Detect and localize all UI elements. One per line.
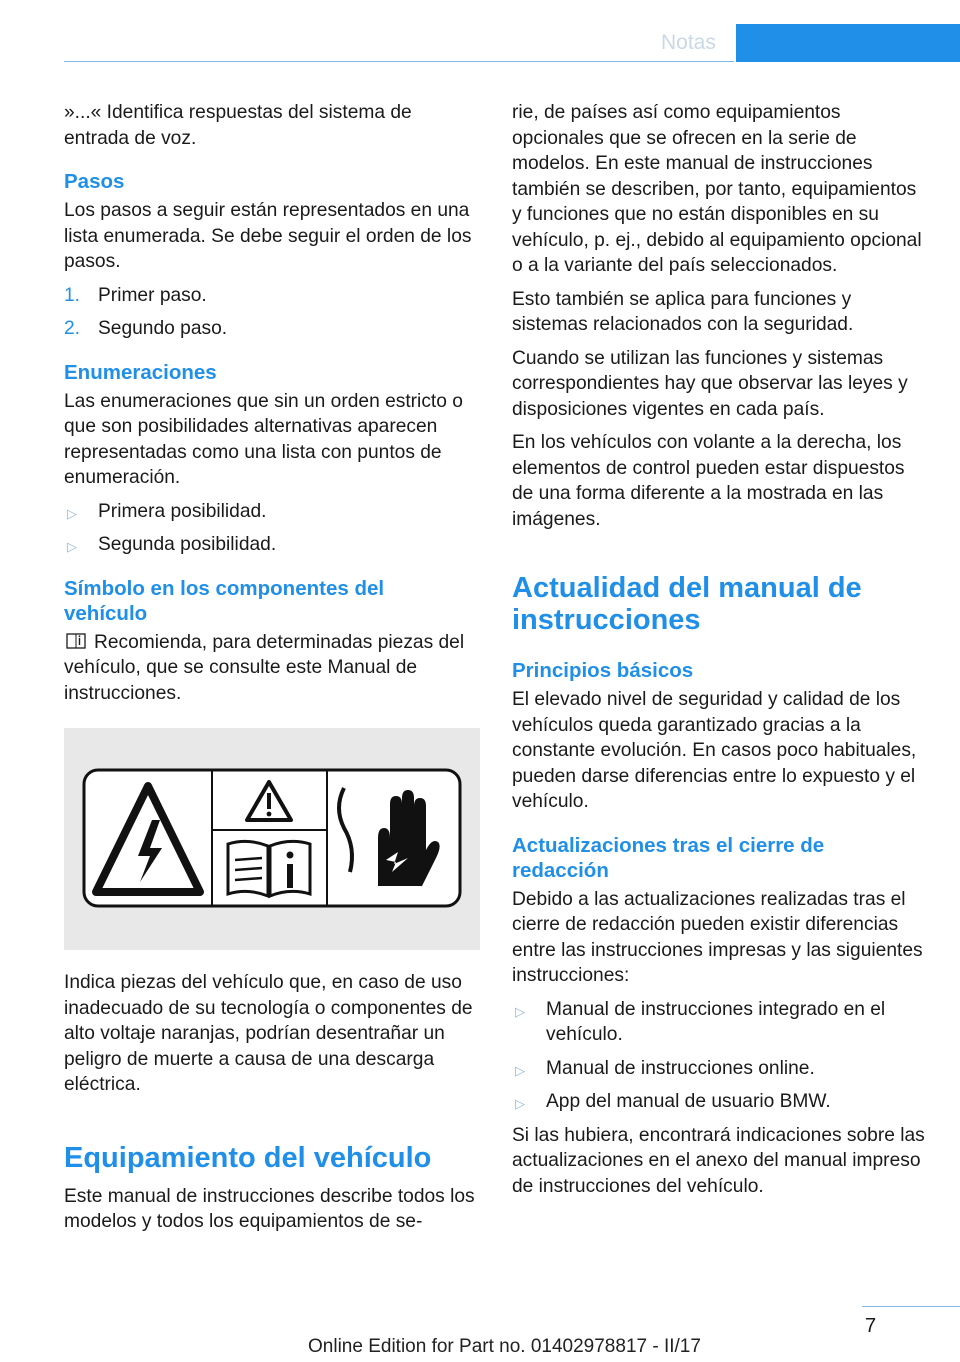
right-paragraph-3: Cuando se utilizan las funciones y sistemas correspondientes hay que observar las leyes y disposiciones vigentes en cada país. — [512, 347, 908, 420]
intro-paragraph: »...« Identifica respuestas del sistema de entrada de voz. — [64, 102, 412, 149]
header-section-label: Notas — [661, 31, 716, 54]
list-item — [512, 997, 926, 1048]
equipamiento-paragraph: Este manual de instrucciones describe todos los modelos y todos los equipamientos de se- — [64, 1185, 475, 1232]
pasos-paragraph: Los pasos a seguir están representados en una lista enumerada. Se debe seguir el orden de los pasos. — [64, 200, 472, 272]
triangle-bullet-icon: ▷ — [67, 505, 77, 521]
bullet-text: Manual de instrucciones online. — [546, 1057, 815, 1079]
step-number: 2. — [64, 318, 81, 339]
list-item — [64, 283, 480, 309]
simbolo-text: Recomienda, para determinadas piezas del vehículo, que se consulte este Manual de instrucciones. — [64, 631, 465, 704]
steps-list — [64, 283, 480, 342]
manual-book-icon — [66, 632, 86, 650]
triangle-bullet-icon: ▷ — [67, 539, 77, 554]
heading-pasos: Pasos — [64, 170, 125, 193]
updates-bullet-list — [512, 997, 926, 1115]
right-paragraph-1: rie, de países así como equipamientos opcionales que se ofrecen en la serie de modelos. En este manual de instrucciones también se describen, por tanto, equipamientos y funciones que no están disponibles en su vehículo, p. ej., debido al equipamiento opcional o a la variante del país seleccionados. — [512, 102, 922, 276]
triangle-bullet-icon: ▷ — [515, 1096, 525, 1111]
actualizaciones-paragraph: Debido a las actualizaciones realizadas tras el cierre de redacción pueden existir diferencias entre las instrucciones impresas y las siguientes instrucciones: — [512, 888, 923, 986]
triangle-bullet-icon: ▷ — [515, 1062, 525, 1078]
final-paragraph: Si las hubiera, encontrará indicaciones sobre las actualizaciones en el anexo del manual impreso de instrucciones del vehículo. — [512, 1124, 925, 1197]
bullet-text: Segunda posibilidad. — [98, 534, 277, 555]
list-item — [64, 316, 480, 342]
heading-actualidad: Actualidad del manual de instrucciones — [512, 572, 862, 636]
right-column — [512, 100, 926, 1207]
edition-footer: Online Edition for Part no. 01402978817 - II/17 — [308, 1336, 701, 1357]
list-item — [512, 1089, 926, 1115]
right-paragraph-2: Esto también se aplica para funciones y sistemas relacionados con la seguridad. — [512, 288, 854, 335]
page-number: 7 — [865, 1315, 877, 1337]
header-rule — [64, 61, 734, 62]
indica-paragraph: Indica piezas del vehículo que, en caso de uso inadecuado de su tecnología o componentes de alto voltaje naranjas, podrían desentrañar un peligro de muerte a causa de una descarga eléctrica. — [64, 972, 473, 1095]
list-item — [64, 532, 480, 558]
step-text: Primer paso. — [98, 284, 207, 306]
step-text: Segundo paso. — [98, 318, 228, 339]
high-voltage-warning-label — [82, 768, 462, 908]
list-item — [64, 499, 480, 525]
heading-actualizaciones: Actualizaciones tras el cierre de redacción — [512, 833, 825, 882]
bullet-text: Primera posibilidad. — [98, 500, 267, 522]
bullet-list — [64, 499, 480, 558]
bullet-text: App del manual de usuario BMW. — [546, 1091, 831, 1112]
warning-label-figure — [64, 728, 480, 950]
principios-paragraph: El elevado nivel de seguridad y calidad de los vehículos queda garantizado gracias a la constante evolución. En casos poco habituales, pueden darse diferencias entre lo expuesto y el vehículo. — [512, 689, 917, 812]
enumeraciones-paragraph: Las enumeraciones que sin un orden estricto o que son posibilidades alternativas aparecen representadas como una lista con puntos de enumeración. — [64, 390, 463, 488]
triangle-bullet-icon: ▷ — [515, 1003, 525, 1019]
heading-principios: Principios básicos — [512, 659, 694, 682]
header-section-tab — [661, 24, 960, 62]
bullet-text: Manual de instrucciones integrado en el vehículo. — [546, 998, 886, 1045]
simbolo-paragraph — [64, 630, 480, 707]
heading-simbolo: Símbolo en los componentes del vehículo — [64, 576, 385, 625]
left-column — [64, 100, 480, 1243]
right-paragraph-4: En los vehículos con volante a la derecha, los elementos de control pueden estar dispuestos de una forma diferente a la mostrada en las imágenes. — [512, 432, 905, 530]
footer-rule — [862, 1306, 960, 1307]
heading-equipamiento: Equipamiento del vehículo — [64, 1141, 432, 1174]
step-number: 1. — [64, 284, 81, 306]
list-item — [512, 1056, 926, 1082]
heading-enumeraciones: Enumeraciones — [64, 360, 217, 384]
